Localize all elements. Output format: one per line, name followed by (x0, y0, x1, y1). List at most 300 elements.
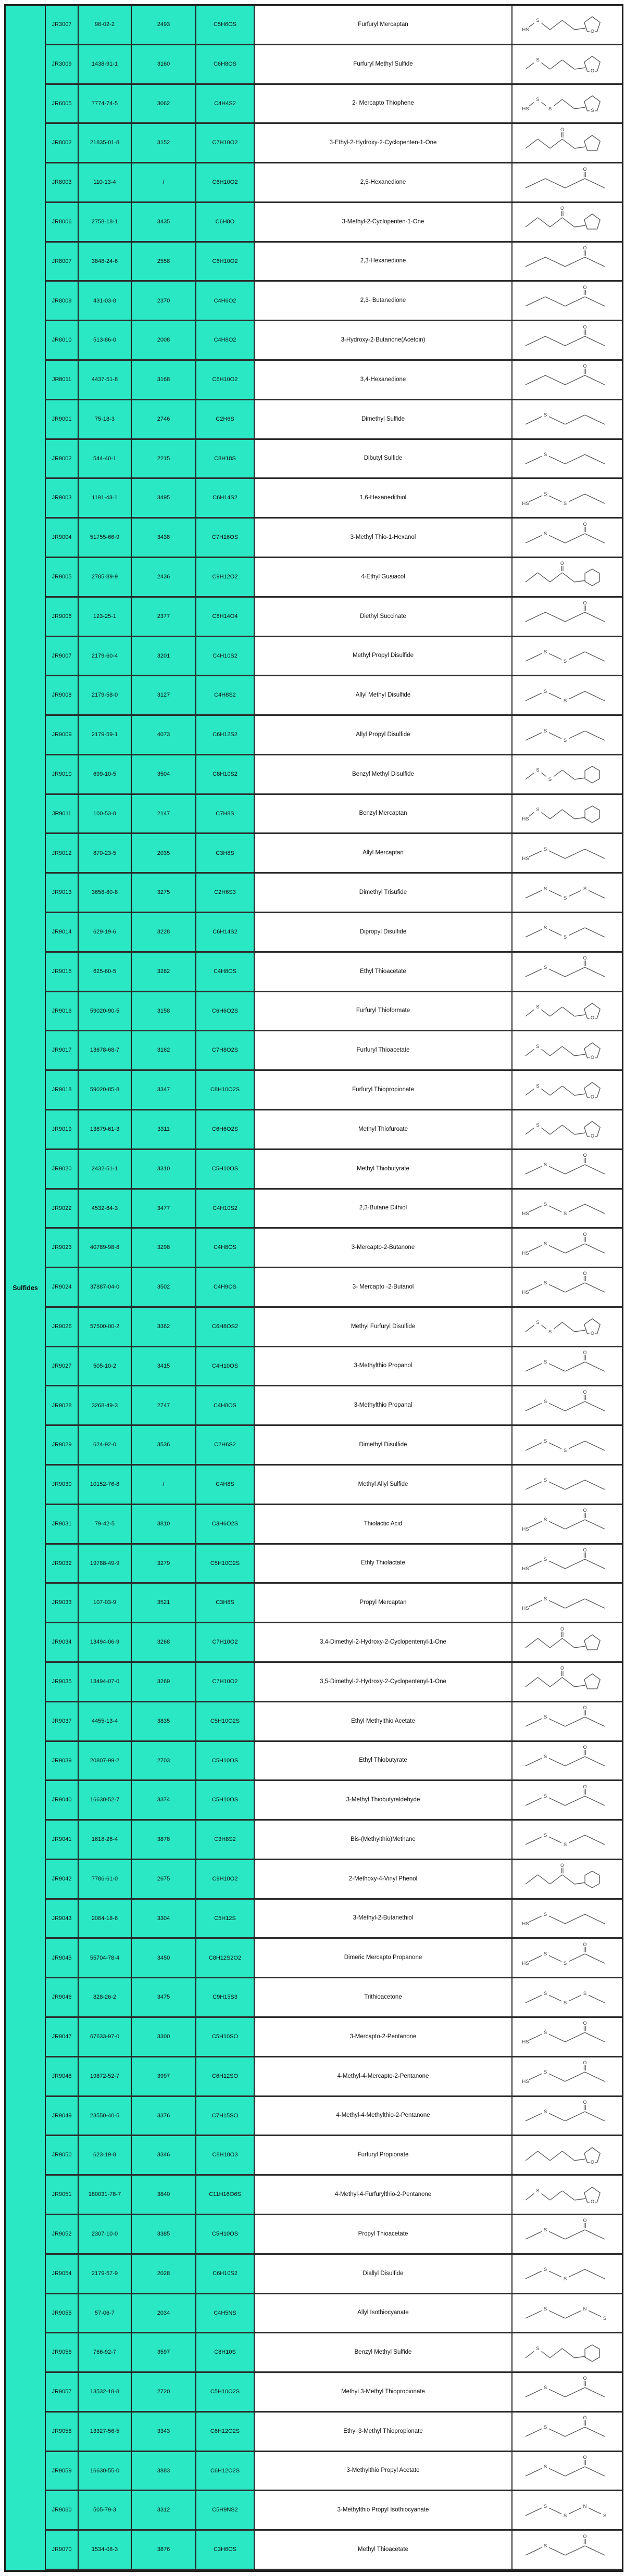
structure-image (512, 2531, 622, 2570)
structure-image (512, 2215, 622, 2255)
product-id-cell: JR9018 (46, 1071, 79, 1110)
product-name-cell: Dimethyl Trisufide (255, 874, 512, 913)
svg-text:S: S (563, 500, 567, 507)
structure-image (512, 716, 622, 755)
svg-text:S: S (543, 2543, 547, 2549)
formula-cell: C6H12O2S (196, 2452, 255, 2492)
fema-number-cell: 2034 (132, 2294, 196, 2334)
product-name-cell: Dimethyl Disulfide (255, 1426, 512, 1466)
product-id-cell: JR9019 (46, 1110, 79, 1150)
product-id-cell: JR9034 (46, 1623, 79, 1663)
structure-image (512, 1545, 622, 1584)
structure-image (512, 1386, 622, 1426)
product-id-cell: JR9051 (46, 2176, 79, 2215)
formula-cell: C4H8O2 (196, 321, 255, 361)
cas-number-cell: 67633-97-0 (79, 2018, 132, 2057)
cas-number-cell: 2084-18-6 (79, 1900, 132, 1939)
product-name-cell: 4-Ethyl Guaiacol (255, 558, 512, 598)
cas-number-cell: 107-03-9 (79, 1584, 132, 1623)
fema-number-cell: 2028 (132, 2255, 196, 2294)
structure-image (512, 1978, 622, 2018)
product-name-cell: Methyl Thioacetate (255, 2531, 512, 2570)
formula-cell: C9H12O2 (196, 558, 255, 598)
formula-cell: C5H10OS (196, 1150, 255, 1190)
product-name-cell: 3-Methyl-2-Butanethiol (255, 1900, 512, 1939)
product-id-cell: JR9056 (46, 2333, 79, 2373)
product-name-cell: Allyl Methyl Disulfide (255, 676, 512, 716)
svg-text:S: S (548, 1329, 552, 1335)
product-name-cell: 3-Methylthio Propyl Acetate (255, 2452, 512, 2492)
product-id-cell: JR9015 (46, 953, 79, 992)
fema-number-cell: 2675 (132, 1860, 196, 1900)
formula-cell: C7H8O2S (196, 1031, 255, 1071)
fema-number-cell: 3346 (132, 2136, 196, 2176)
cas-number-cell: 23550-40-5 (79, 2097, 132, 2137)
product-name-cell: 3-Mercapto-2-Pentanone (255, 2018, 512, 2057)
svg-text:O: O (590, 1331, 595, 1336)
product-id-cell: JR9049 (46, 2097, 79, 2137)
product-id-cell: JR9023 (46, 1229, 79, 1268)
product-id-cell: JR9037 (46, 1702, 79, 1742)
fema-number-cell: 3835 (132, 1702, 196, 1742)
cas-number-cell: 629-19-6 (79, 913, 132, 953)
product-id-cell: JR9001 (46, 400, 79, 440)
svg-text:S: S (543, 2503, 547, 2509)
structure-image (512, 1229, 622, 1268)
svg-text:S: S (536, 1122, 540, 1129)
svg-text:S: S (536, 1320, 540, 1326)
svg-text:O: O (583, 1508, 587, 1513)
structure-image (512, 1426, 622, 1466)
svg-text:O: O (583, 1784, 587, 1789)
product-name-cell: Benzyl Methyl Disulfide (255, 755, 512, 795)
product-name-cell: Ethyl Methylthio Acetate (255, 1702, 512, 1742)
fema-number-cell: 3450 (132, 1939, 196, 1978)
product-name-cell: 3-Mercapto-2-Butanone (255, 1229, 512, 1268)
product-name-cell: Allyl Isothiocyanate (255, 2294, 512, 2334)
svg-text:S: S (536, 807, 540, 813)
svg-text:S: S (563, 1842, 567, 1848)
product-id-cell: JR8010 (46, 321, 79, 361)
product-name-cell: 2,3-Butane Dithiol (255, 1190, 512, 1229)
svg-text:S: S (543, 1438, 547, 1444)
svg-text:S: S (543, 1596, 547, 1602)
svg-text:HS: HS (522, 1565, 529, 1572)
cas-number-cell: 7786-61-0 (79, 1860, 132, 1900)
product-id-cell: JR9043 (46, 1900, 79, 1939)
cas-number-cell: 13494-06-9 (79, 1623, 132, 1663)
fema-number-cell: 3495 (132, 479, 196, 519)
svg-text:S: S (543, 1833, 547, 1839)
formula-cell: C8H14O4 (196, 598, 255, 637)
cas-number-cell: 4532-64-3 (79, 1190, 132, 1229)
svg-text:O: O (590, 2199, 595, 2204)
fema-number-cell: 3160 (132, 45, 196, 85)
product-name-cell: Trithioacetone (255, 1978, 512, 2018)
fema-number-cell: 3152 (132, 124, 196, 163)
product-name-cell: Ethyl 3-Methyl Thiopropionate (255, 2413, 512, 2452)
svg-text:S: S (543, 531, 547, 537)
formula-cell: C5H10OS (196, 2215, 255, 2255)
structure-image (512, 1268, 622, 1308)
svg-text:O: O (560, 561, 565, 566)
fema-number-cell: 3438 (132, 519, 196, 558)
formula-cell: C7H10O2 (196, 124, 255, 163)
fema-number-cell: 3343 (132, 2413, 196, 2452)
svg-text:S: S (543, 2425, 547, 2431)
formula-cell: C6H10S2 (196, 2255, 255, 2294)
structure-image (512, 1347, 622, 1387)
structure-image (512, 834, 622, 874)
formula-cell: C8H18S (196, 440, 255, 479)
product-name-cell: 1,6-Hexanedithiol (255, 479, 512, 519)
product-id-cell: JR9035 (46, 1663, 79, 1702)
svg-text:S: S (543, 2385, 547, 2391)
product-id-cell: JR9045 (46, 1939, 79, 1978)
product-name-cell: 3-Methyl Thio-1-Hexanol (255, 519, 512, 558)
cas-number-cell: 16630-52-7 (79, 1781, 132, 1821)
product-id-cell: JR9041 (46, 1821, 79, 1860)
product-id-cell: JR9059 (46, 2452, 79, 2492)
formula-cell: C5H10O2S (196, 1702, 255, 1742)
product-id-cell: JR9026 (46, 1308, 79, 1347)
fema-number-cell: 3201 (132, 637, 196, 677)
svg-text:O: O (583, 324, 587, 330)
svg-text:HS: HS (522, 2039, 529, 2045)
product-id-cell: JR9027 (46, 1347, 79, 1387)
structure-image (512, 637, 622, 677)
svg-text:S: S (563, 698, 567, 704)
svg-text:HS: HS (522, 816, 529, 823)
svg-text:O: O (583, 1271, 587, 1277)
formula-cell: C3H6OS (196, 2531, 255, 2570)
product-name-cell: Ethly Thiolactate (255, 1545, 512, 1584)
svg-text:S: S (543, 925, 547, 931)
svg-text:HS: HS (522, 106, 529, 112)
svg-text:S: S (543, 1714, 547, 1721)
formula-cell: C3H8S (196, 1584, 255, 1623)
formula-cell: C3H8S2 (196, 1821, 255, 1860)
svg-text:S: S (543, 649, 547, 655)
structure-image (512, 2057, 622, 2097)
product-id-cell: JR9046 (46, 1978, 79, 2018)
svg-text:HS: HS (522, 27, 529, 33)
svg-text:O: O (583, 1941, 587, 1947)
fema-number-cell: 3127 (132, 676, 196, 716)
structure-image (512, 598, 622, 637)
svg-text:O: O (590, 2159, 595, 2165)
structure-image (512, 1742, 622, 1782)
structure-image (512, 1939, 622, 1978)
product-name-cell: Allyl Propyl Disulfide (255, 716, 512, 755)
structure-image (512, 755, 622, 795)
cas-number-cell: 4455-13-4 (79, 1702, 132, 1742)
product-name-cell: Dibutyl Sulfide (255, 440, 512, 479)
formula-cell: C6H10O2 (196, 243, 255, 282)
structure-image (512, 440, 622, 479)
fema-number-cell: 3228 (132, 913, 196, 953)
svg-text:S: S (563, 2512, 567, 2519)
structure-image (512, 795, 622, 835)
fema-number-cell: 2747 (132, 1386, 196, 1426)
formula-cell: C2H6S3 (196, 874, 255, 913)
product-id-cell: JR9006 (46, 598, 79, 637)
cas-number-cell: 2758-18-1 (79, 203, 132, 243)
formula-cell: C5H6OS (196, 6, 255, 45)
product-id-cell: JR9047 (46, 2018, 79, 2057)
product-name-cell: Furfuryl Thioformate (255, 992, 512, 1032)
fema-number-cell: / (132, 163, 196, 203)
product-name-cell: 3,5-Dimethyl-2-Hydroxy-2-Cyclopentenyl-1-One (255, 1663, 512, 1702)
svg-text:O: O (583, 1231, 587, 1237)
structure-image (512, 85, 622, 124)
svg-text:S: S (543, 412, 547, 419)
svg-text:O: O (583, 1153, 587, 1158)
cas-number-cell: 513-86-0 (79, 321, 132, 361)
formula-cell: C6H14S2 (196, 913, 255, 953)
svg-text:S: S (536, 57, 540, 64)
product-name-cell: Methyl Thiofuroate (255, 1110, 512, 1150)
product-id-cell: JR3009 (46, 45, 79, 85)
svg-text:O: O (560, 206, 565, 211)
product-id-cell: JR9040 (46, 1781, 79, 1821)
product-name-cell: 4-Methyl-4-Methylthio-2-Pentanone (255, 2097, 512, 2137)
fema-number-cell: 3311 (132, 1110, 196, 1150)
structure-image (512, 1900, 622, 1939)
product-id-cell: JR9002 (46, 440, 79, 479)
fema-number-cell: 3810 (132, 1505, 196, 1545)
svg-text:S: S (543, 728, 547, 734)
svg-text:O: O (583, 284, 587, 290)
product-name-cell: 2,3-Hexanedione (255, 243, 512, 282)
formula-cell: C6H12SO (196, 2057, 255, 2097)
svg-text:S: S (543, 1359, 547, 1366)
fema-number-cell: 3475 (132, 1978, 196, 2018)
cas-number-cell: 624-92-0 (79, 1426, 132, 1466)
svg-text:S: S (563, 658, 567, 664)
structure-image (512, 124, 622, 163)
fema-number-cell: 3878 (132, 1821, 196, 1860)
cas-number-cell: 2179-59-1 (79, 716, 132, 755)
fema-number-cell: 3362 (132, 1308, 196, 1347)
formula-cell: C6H8O (196, 203, 255, 243)
fema-number-cell: 3435 (132, 203, 196, 243)
product-name-cell: 3-Methylthio Propyl Isothiocyanate (255, 2491, 512, 2531)
product-id-cell: JR6005 (46, 85, 79, 124)
formula-cell: C5H12S (196, 1900, 255, 1939)
structure-image (512, 2018, 622, 2057)
product-name-cell: 2,3- Butanedione (255, 282, 512, 321)
fema-number-cell: 3597 (132, 2333, 196, 2373)
fema-number-cell: 3477 (132, 1190, 196, 1229)
fema-number-cell: 4073 (132, 716, 196, 755)
formula-cell: C4H10S2 (196, 637, 255, 677)
fema-number-cell: 3282 (132, 953, 196, 992)
cas-number-cell: 2307-10-0 (79, 2215, 132, 2255)
structure-image (512, 1071, 622, 1110)
structure-image (512, 558, 622, 598)
svg-text:S: S (543, 491, 547, 497)
product-name-cell: Diallyl Disulfide (255, 2255, 512, 2294)
cas-number-cell: 100-53-8 (79, 795, 132, 835)
fema-number-cell: 3883 (132, 2452, 196, 2492)
formula-cell: C4H8OS (196, 953, 255, 992)
cas-number-cell: 1534-08-3 (79, 2531, 132, 2570)
svg-text:S: S (543, 2267, 547, 2273)
product-id-cell: JR9042 (46, 1860, 79, 1900)
svg-text:S: S (548, 777, 552, 783)
cas-number-cell: 19872-52-7 (79, 2057, 132, 2097)
structure-image (512, 2255, 622, 2294)
formula-cell: C2H6S2 (196, 1426, 255, 1466)
fema-number-cell: 3269 (132, 1663, 196, 1702)
svg-text:O: O (590, 29, 595, 34)
svg-text:S: S (543, 846, 547, 852)
product-name-cell: 4-Methyl-4-Furfurylthio-2-Pentanone (255, 2176, 512, 2215)
svg-text:O: O (560, 1863, 565, 1868)
cas-number-cell: 13532-18-8 (79, 2373, 132, 2413)
fema-number-cell: 3310 (132, 1150, 196, 1190)
svg-text:O: O (583, 1705, 587, 1711)
fema-number-cell: 3415 (132, 1347, 196, 1387)
svg-text:O: O (583, 2533, 587, 2539)
formula-cell: C6H12O2S (196, 2413, 255, 2452)
product-id-cell: JR9010 (46, 755, 79, 795)
formula-cell: C6H6O2S (196, 1110, 255, 1150)
svg-text:HS: HS (522, 1250, 529, 1256)
svg-text:S: S (548, 106, 552, 112)
product-name-cell: Furfuryl Thiopropionate (255, 1071, 512, 1110)
product-name-cell: Benzyl Mercaptan (255, 795, 512, 835)
formula-cell: C6H14S2 (196, 479, 255, 519)
cas-number-cell: 4437-51-8 (79, 361, 132, 400)
formula-cell: C7H15SO (196, 2097, 255, 2137)
fema-number-cell: 2558 (132, 243, 196, 282)
product-name-cell: Allyl Mercaptan (255, 834, 512, 874)
structure-image (512, 874, 622, 913)
product-id-cell: JR9048 (46, 2057, 79, 2097)
formula-cell: C4H6O2 (196, 282, 255, 321)
structure-image (512, 1702, 622, 1742)
category-label: Sulfides (12, 1284, 38, 1292)
product-id-cell: JR9060 (46, 2491, 79, 2531)
fema-number-cell: 3158 (132, 992, 196, 1032)
svg-text:S: S (536, 96, 540, 103)
svg-text:O: O (583, 1744, 587, 1750)
cas-number-cell: 1618-26-4 (79, 1821, 132, 1860)
product-name-cell: Methyl Furfuryl Disulfide (255, 1308, 512, 1347)
structure-image (512, 953, 622, 992)
svg-text:O: O (583, 2218, 587, 2224)
product-id-cell: JR9003 (46, 479, 79, 519)
product-id-cell: JR9008 (46, 676, 79, 716)
product-name-cell: Methyl 3-Methyl Thiopropionate (255, 2373, 512, 2413)
product-name-cell: Ethyl Thioacetate (255, 953, 512, 992)
product-id-cell: JR9030 (46, 1466, 79, 1505)
svg-text:HS: HS (522, 500, 529, 507)
cas-number-cell: 16630-55-0 (79, 2452, 132, 2492)
structure-image (512, 361, 622, 400)
structure-image (512, 203, 622, 243)
fema-number-cell: 3385 (132, 2215, 196, 2255)
product-name-cell: Thiolactic Acid (255, 1505, 512, 1545)
product-name-cell: 3-Hydroxy-2-Butanone(Acetoin) (255, 321, 512, 361)
svg-text:O: O (590, 1054, 595, 1060)
cas-number-cell: 3658-80-8 (79, 874, 132, 913)
cas-number-cell: 2785-89-9 (79, 558, 132, 598)
structure-image (512, 1466, 622, 1505)
formula-cell: C4H10OS (196, 1347, 255, 1387)
structure-image (512, 1110, 622, 1150)
cas-number-cell: 544-40-1 (79, 440, 132, 479)
product-name-cell: Dimeric Mercapto Propanone (255, 1939, 512, 1978)
product-name-cell: Methyl Thiobutyrate (255, 1150, 512, 1190)
svg-text:S: S (583, 1990, 587, 1997)
product-id-cell: JR9011 (46, 795, 79, 835)
product-name-cell: Furfuryl Mercaptan (255, 6, 512, 45)
svg-text:S: S (543, 1951, 547, 1957)
svg-text:S: S (543, 1912, 547, 1918)
svg-text:S: S (563, 1447, 567, 1454)
svg-text:S: S (543, 965, 547, 971)
cas-number-cell: 505-10-2 (79, 1347, 132, 1387)
cas-number-cell: 57-06-7 (79, 2294, 132, 2334)
product-id-cell: JR9033 (46, 1584, 79, 1623)
cas-number-cell: 55704-78-4 (79, 1939, 132, 1978)
fema-number-cell: 2008 (132, 321, 196, 361)
structure-image (512, 1308, 622, 1347)
structure-image (512, 479, 622, 519)
product-id-cell: JR9050 (46, 2136, 79, 2176)
structure-image (512, 992, 622, 1032)
svg-text:O: O (583, 2060, 587, 2066)
cas-number-cell: 21835-01-8 (79, 124, 132, 163)
cas-number-cell: 1191-43-1 (79, 479, 132, 519)
fema-number-cell: 3062 (132, 85, 196, 124)
svg-text:S: S (563, 895, 567, 901)
formula-cell: C8H10O3 (196, 2136, 255, 2176)
structure-image (512, 2294, 622, 2334)
svg-text:O: O (590, 68, 595, 74)
formula-cell: C3H8S (196, 834, 255, 874)
svg-text:S: S (543, 452, 547, 458)
fema-number-cell: 2493 (132, 6, 196, 45)
svg-text:S: S (543, 1398, 547, 1405)
svg-text:S: S (543, 1990, 547, 1997)
svg-text:O: O (590, 1133, 595, 1139)
svg-text:S: S (543, 2227, 547, 2233)
product-id-cell: JR8006 (46, 203, 79, 243)
product-name-cell: 2- Mercapto Thiophene (255, 85, 512, 124)
formula-cell: C6H12S2 (196, 716, 255, 755)
fema-number-cell: 3374 (132, 1781, 196, 1821)
fema-number-cell: 3504 (132, 755, 196, 795)
svg-text:O: O (583, 1547, 587, 1552)
cas-number-cell: 10152-76-8 (79, 1466, 132, 1505)
structure-image (512, 163, 622, 203)
product-name-cell: 3-Methylthio Propanal (255, 1386, 512, 1426)
product-name-cell: Propyl Thioacetate (255, 2215, 512, 2255)
structure-image (512, 400, 622, 440)
cas-number-cell: 625-60-5 (79, 953, 132, 992)
product-id-cell: JR8002 (46, 124, 79, 163)
svg-text:S: S (543, 2108, 547, 2115)
svg-text:S: S (543, 688, 547, 694)
cas-number-cell: 13327-56-5 (79, 2413, 132, 2452)
svg-text:O: O (590, 1094, 595, 1100)
formula-cell: C4H8S2 (196, 676, 255, 716)
svg-text:O: O (583, 363, 587, 369)
